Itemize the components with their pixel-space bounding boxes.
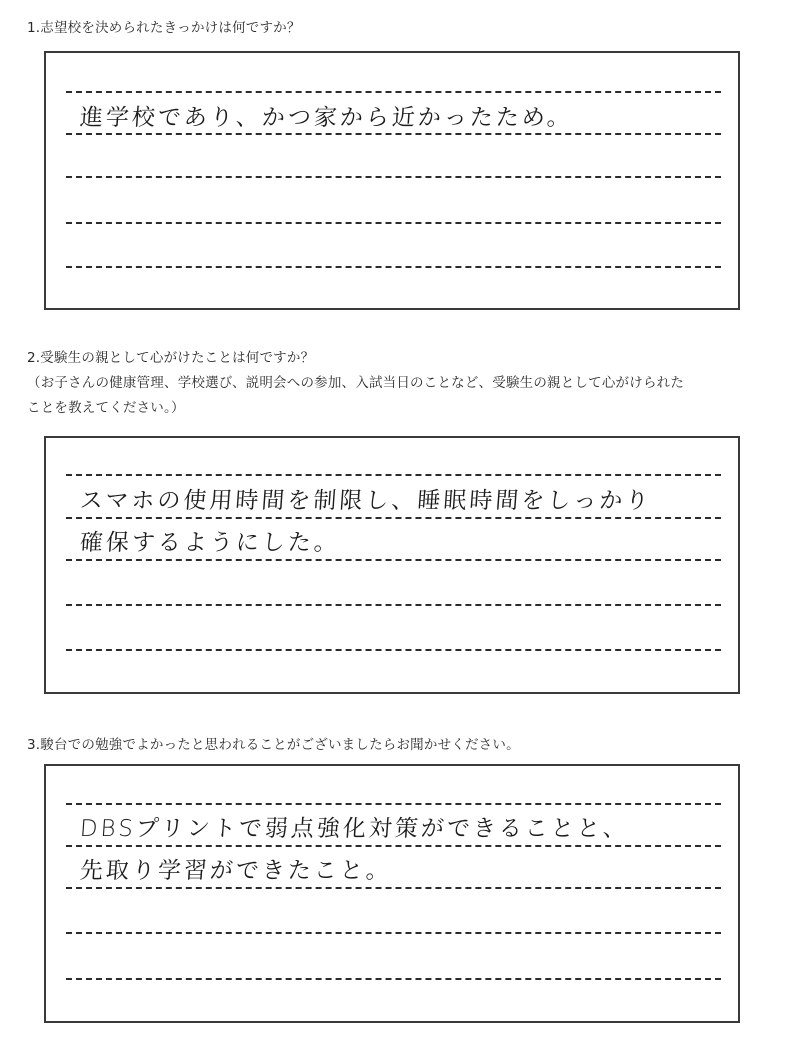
question-2-subtitle-line-1: （お子さんの健康管理、学校選び、説明会への参加、入試当日のことなど、受験生の親として心がけられた	[27, 375, 685, 391]
answer-rule	[66, 517, 721, 519]
question-2-subtitle-line-2: ことを教えてください。）	[27, 400, 185, 416]
answer-rule	[66, 474, 721, 476]
answer-rule	[66, 266, 721, 268]
answer-rule	[66, 932, 721, 934]
answer-box-3[interactable]	[44, 764, 740, 1023]
answer-rule	[66, 604, 721, 606]
question-3-title: 3.駿台での勉強でよかったと思われることがございましたらお聞かせください。	[27, 737, 520, 753]
question-1-title: 1.志望校を決められたきっかけは何ですか？	[27, 20, 301, 36]
question-2-title: 2.受験生の親として心がけたことは何ですか？	[27, 350, 315, 366]
answer-rule	[66, 845, 721, 847]
answer-box-1[interactable]	[44, 51, 740, 310]
answer-rule	[66, 91, 721, 93]
answer-2-line-2: 確保するようにした。	[78, 530, 341, 556]
answer-rule	[66, 803, 721, 805]
answer-rule	[66, 222, 721, 224]
answer-rule	[66, 133, 721, 135]
answer-3-line-2: 先取り学習ができたこと。	[78, 858, 393, 884]
answer-box-2[interactable]	[44, 436, 740, 694]
answer-rule	[66, 887, 721, 889]
answer-rule	[66, 649, 721, 651]
answer-rule	[66, 559, 721, 561]
answer-2-line-1: スマホの使用時間を制限し、睡眠時間をしっかり	[78, 488, 653, 514]
answer-rule	[66, 176, 721, 178]
answer-rule	[66, 978, 721, 980]
answer-1-line-1: 進学校であり、かつ家から近かったため。	[78, 105, 574, 131]
answer-3-line-1: DBSプリントで弱点強化対策ができることと、	[78, 816, 630, 842]
